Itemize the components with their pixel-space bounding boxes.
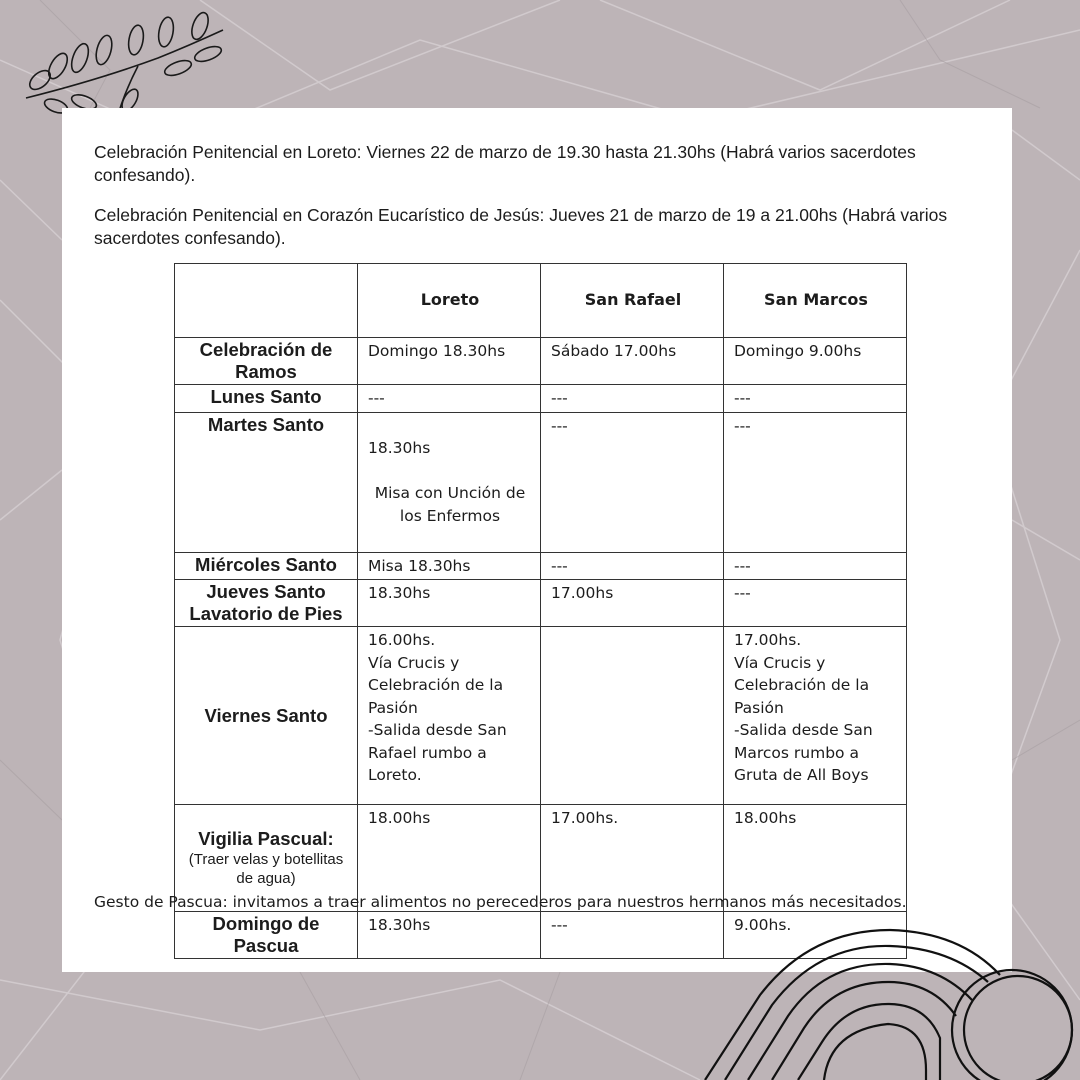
cell-martes-san-rafael: ---: [541, 412, 724, 552]
cell-lunes-loreto: ---: [358, 385, 541, 413]
column-header-loreto: Loreto: [358, 264, 541, 338]
gesto-de-pascua-text: Gesto de Pascua: invitamos a traer alimentos no perecederos para nuestros hermanos más necesitados.: [94, 893, 907, 911]
row-label-ramos: Celebración de Ramos: [175, 338, 358, 385]
cell-martes-loreto: [358, 412, 541, 552]
cell-ramos-san-marcos: Domingo 9.00hs: [724, 338, 907, 385]
cell-ramos-loreto: Domingo 18.30hs: [358, 338, 541, 385]
cell-vigilia-san-rafael: 17.00hs.: [541, 805, 724, 912]
cell-jueves-san-marcos: ---: [724, 580, 907, 627]
column-header-san-rafael: San Rafael: [541, 264, 724, 338]
table-header-row: [175, 264, 907, 338]
vigilia-note: (Traer velas y botellitas de agua): [188, 851, 344, 887]
schedule-sheet: [62, 108, 1012, 972]
table-row: [175, 338, 907, 385]
martes-loreto-note: Misa con Unción de los Enfermos: [374, 484, 526, 525]
cell-lunes-san-rafael: ---: [541, 385, 724, 413]
cell-ramos-san-rafael: Sábado 17.00hs: [541, 338, 724, 385]
cell-miercoles-san-marcos: ---: [724, 552, 907, 580]
cell-pascua-san-rafael: ---: [541, 912, 724, 959]
cell-viernes-san-rafael: [541, 627, 724, 805]
cell-vigilia-san-marcos: 18.00hs: [724, 805, 907, 912]
row-label-jueves: Jueves Santo Lavatorio de Pies: [175, 580, 358, 627]
column-header-san-marcos: San Marcos: [724, 264, 907, 338]
cell-miercoles-loreto: Misa 18.30hs: [358, 552, 541, 580]
cell-vigilia-loreto: 18.00hs: [358, 805, 541, 912]
cell-lunes-san-marcos: ---: [724, 385, 907, 413]
row-label-miercoles: Miércoles Santo: [175, 552, 358, 580]
vigilia-label: Vigilia Pascual:: [198, 828, 334, 849]
empty-tomb-icon: [700, 920, 1080, 1080]
table-row: [175, 552, 907, 580]
cell-pascua-san-marcos: 9.00hs.: [724, 912, 907, 959]
penitential-corazon-text: Celebración Penitencial en Corazón Eucarístico de Jesús: Jueves 21 de marzo de 19 a 21.00hs (Habrá varios sacerdotes confesando).: [94, 205, 948, 248]
header-empty-cell: [175, 264, 358, 338]
row-label-lunes: Lunes Santo: [175, 385, 358, 413]
cell-pascua-loreto: 18.30hs: [358, 912, 541, 959]
table-row: [175, 412, 907, 552]
table-row: [175, 580, 907, 627]
row-label-martes: Martes Santo: [175, 412, 358, 552]
cell-jueves-san-rafael: 17.00hs: [541, 580, 724, 627]
table-row: [175, 627, 907, 805]
cell-jueves-loreto: 18.30hs: [358, 580, 541, 627]
row-label-pascua: Domingo de Pascua: [175, 912, 358, 959]
table-row: [175, 385, 907, 413]
martes-loreto-time: 18.30hs: [368, 439, 431, 457]
cell-miercoles-san-rafael: ---: [541, 552, 724, 580]
cell-viernes-san-marcos: 17.00hs. Vía Crucis y Celebración de la Pasión -Salida desde San Marcos rumbo a Gruta de All Boys: [724, 627, 907, 805]
cell-viernes-loreto: 16.00hs. Vía Crucis y Celebración de la Pasión -Salida desde San Rafael rumbo a Loreto.: [358, 627, 541, 805]
row-label-viernes: Viernes Santo: [175, 627, 358, 805]
cell-martes-san-marcos: ---: [724, 412, 907, 552]
holy-week-schedule-table: [174, 263, 907, 959]
penitential-loreto-text: Celebración Penitencial en Loreto: Viernes 22 de marzo de 19.30 hasta 21.30hs (Habrá varios sacerdotes confesando).: [94, 142, 916, 185]
